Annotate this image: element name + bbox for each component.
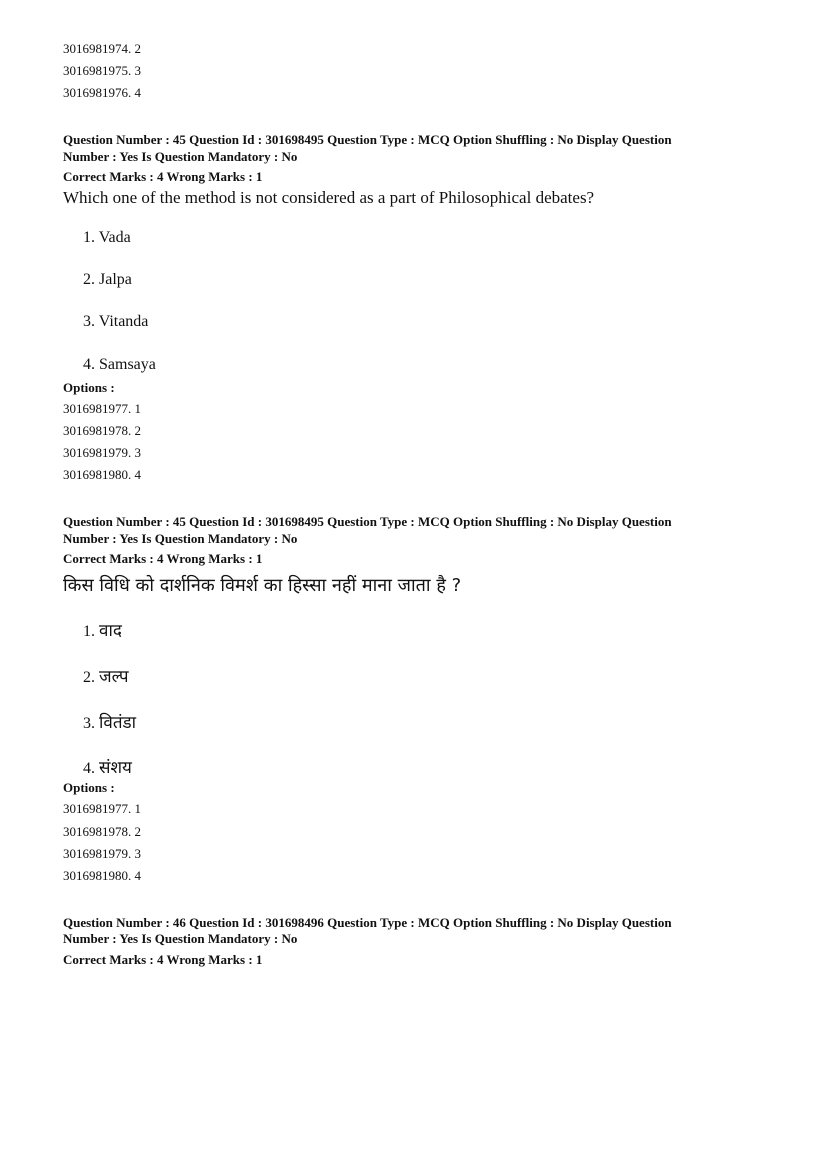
question-meta-line: Question Number : 46 Question Id : 301698496 Question Type : MCQ Option Shuffling : No Display Question [63, 915, 672, 930]
choice-number: 1. [83, 623, 95, 640]
choice-number: 1. [83, 229, 95, 246]
option-line: 3016981979. 3 [63, 846, 141, 861]
option-line: 3016981978. 2 [63, 824, 141, 839]
choice-number: 4. [83, 760, 95, 777]
answer-choice [83, 312, 148, 332]
choice-text: Samsaya [99, 356, 156, 373]
choice-number: 4. [83, 356, 95, 373]
option-line: 3016981975. 3 [63, 63, 141, 78]
question-marks: Correct Marks : 4 Wrong Marks : 1 [63, 169, 263, 184]
answer-choice [83, 355, 156, 375]
question-meta-line: Number : Yes Is Question Mandatory : No [63, 931, 298, 946]
answer-choice [83, 712, 136, 735]
choice-text: Vada [98, 229, 131, 246]
options-label: Options : [63, 780, 115, 795]
answer-choice [83, 666, 129, 689]
question-text: Which one of the method is not considered as a part of Philosophical debates? [63, 188, 595, 207]
option-line: 3016981978. 2 [63, 423, 141, 438]
choice-number: 2. [83, 669, 95, 686]
option-line: 3016981980. 4 [63, 467, 141, 482]
question-marks: Correct Marks : 4 Wrong Marks : 1 [63, 551, 263, 566]
question-meta-line: Question Number : 45 Question Id : 301698495 Question Type : MCQ Option Shuffling : No Display Question [63, 132, 672, 147]
question-meta-line: Number : Yes Is Question Mandatory : No [63, 531, 298, 546]
choice-number: 3. [83, 313, 95, 330]
options-label: Options : [63, 380, 115, 395]
question-meta-line: Question Number : 45 Question Id : 301698495 Question Type : MCQ Option Shuffling : No Display Question [63, 514, 672, 529]
option-line: 3016981979. 3 [63, 445, 141, 460]
choice-number: 3. [83, 715, 95, 732]
choice-number: 2. [83, 271, 95, 288]
answer-choice [83, 620, 122, 643]
choice-text: जल्प [99, 667, 129, 687]
choice-text: वितंडा [99, 713, 137, 733]
question-meta-line: Number : Yes Is Question Mandatory : No [63, 149, 298, 164]
answer-choice [83, 228, 131, 248]
choice-text: Jalpa [99, 271, 132, 288]
option-line: 3016981976. 4 [63, 85, 141, 100]
choice-text: संशय [99, 758, 132, 778]
option-line: 3016981980. 4 [63, 868, 141, 883]
option-line: 3016981977. 1 [63, 801, 141, 816]
choice-text: Vitanda [98, 313, 149, 330]
answer-choice [83, 270, 132, 290]
choice-text: वाद [99, 621, 122, 641]
option-line: 3016981977. 1 [63, 401, 141, 416]
question-text: किस विधि को दार्शनिक विमर्श का हिस्सा नहीं माना जाता है ? [63, 575, 462, 596]
answer-choice [83, 757, 132, 780]
option-line: 3016981974. 2 [63, 41, 141, 56]
question-marks: Correct Marks : 4 Wrong Marks : 1 [63, 952, 263, 967]
